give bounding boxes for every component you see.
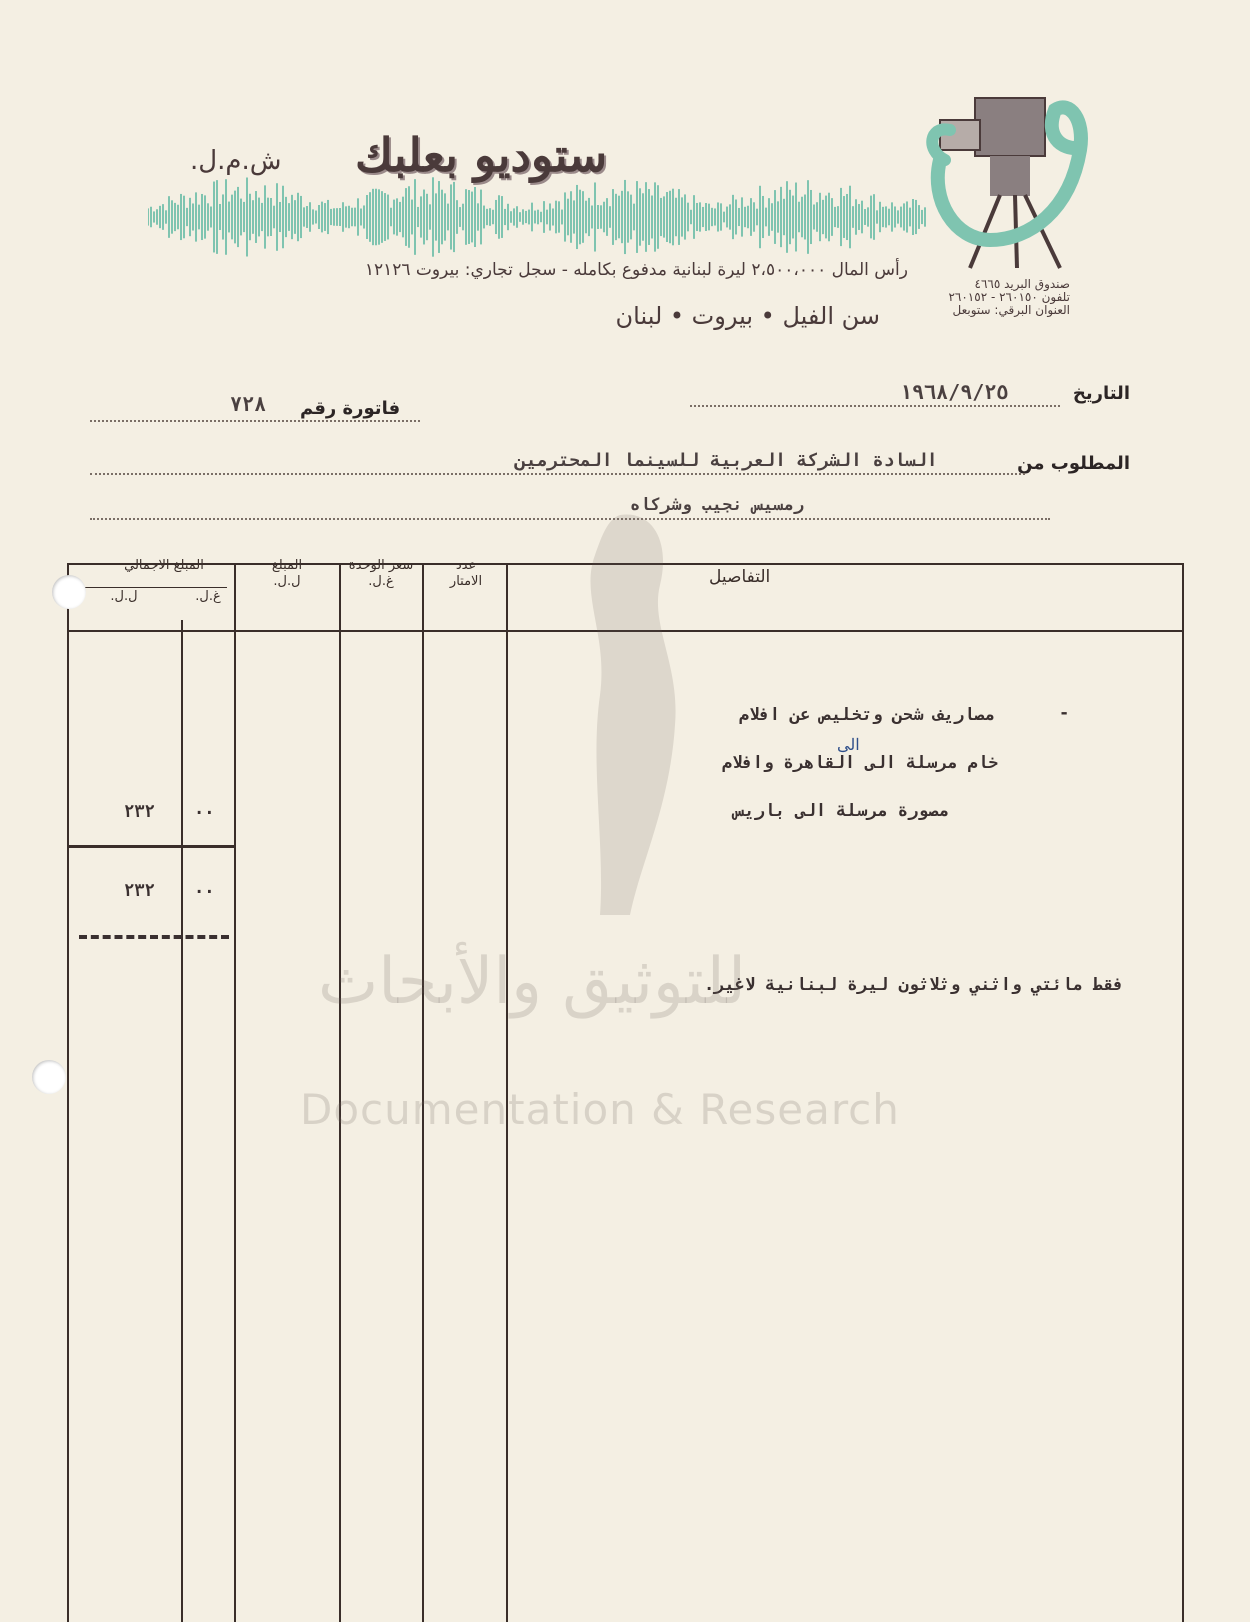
date-dotline — [690, 405, 1060, 407]
billed-to-label: المطلوب من — [1017, 453, 1130, 474]
contact-block — [940, 278, 1070, 317]
col-divider-total-subcols — [181, 620, 183, 1622]
header-total-pound: ل.ل. — [110, 589, 138, 604]
total-piaster-value: ٠٠ — [194, 802, 215, 822]
sound-wave-logo — [148, 172, 928, 262]
detail-line-1: مصاريف شحن وتخليص عن افلام — [739, 705, 995, 725]
grand-total-dashed-rule — [79, 935, 229, 939]
invoice-number-value: ٧٢٨ — [230, 392, 267, 416]
punch-hole-top — [52, 575, 86, 609]
billed-to-line-2: رمسيس نجيب وشركاه — [630, 495, 804, 515]
header-amount-line1: المبلغ — [271, 558, 303, 573]
header-amount-line2: ل.ل. — [273, 574, 301, 589]
company-name: ستوديو بعلبك — [355, 128, 608, 182]
watermark-text: Documentation & Research — [300, 1085, 900, 1134]
header-total-piaster: غ.ل. — [195, 589, 221, 604]
detail-line-3: مصورة مرسلة الى باريس — [734, 801, 949, 821]
header-unit-price — [341, 558, 421, 590]
header-unit-price-line2: غ.ل. — [368, 574, 394, 589]
col-divider-total-amount — [234, 565, 236, 1622]
total-subheader-rule — [77, 587, 227, 588]
header-meters-line1: عدد — [455, 558, 477, 573]
header-details: التفاصيل — [709, 567, 771, 587]
telegraph-address: العنوان البرقي: ستوبعل — [952, 303, 1070, 317]
phone-numbers: تلفون ٢٦٠١٥٠ - ٢٦٠١٥٢ — [948, 290, 1070, 304]
header-meters — [427, 558, 505, 590]
billed-to-dotline-1 — [90, 473, 1025, 475]
invoice-number-label: فاتورة رقم — [300, 398, 401, 419]
header-unit-price-line1: سعر الوحدة — [348, 558, 414, 573]
date-value: ١٩٦٨/٩/٢٥ — [900, 380, 1009, 404]
billed-to-line-1: السادة الشركة العربية للسينما المحترمين — [515, 450, 938, 471]
watermark-arabic: للتوثيق والأبحاث — [318, 945, 746, 1019]
grand-total-pound-value: ٢٣٢ — [124, 881, 155, 901]
date-label: التاريخ — [1072, 383, 1130, 404]
handwritten-correction: الى — [837, 735, 860, 754]
camera-logo-icon — [920, 90, 1095, 270]
capital-line: رأس المال ٢،٥٠٠،٠٠٠ ليرة لبنانية مدفوع بكامله - سجل تجاري: بيروت ١٢١٢٦ — [364, 260, 908, 280]
header-amount — [237, 558, 337, 590]
amount-in-words: فقط مائتي واثني وثلاثون ليرة لبنانية لاغير. — [704, 975, 1124, 995]
punch-hole-bottom — [32, 1060, 66, 1094]
total-pound-value: ٢٣٢ — [124, 802, 155, 822]
po-box: صندوق البريد ٤٦٦٥ — [974, 277, 1070, 291]
grand-total-piaster-value: ٠٠ — [194, 881, 215, 901]
header-meters-line2: الامتار — [449, 574, 483, 589]
watermark-figure — [560, 505, 710, 925]
company-type: ش.م.ل. — [190, 146, 282, 176]
invoice-number-dotline — [90, 420, 420, 422]
detail-dash: - — [1059, 703, 1070, 723]
header-total: المبلغ الاجمالي — [124, 558, 204, 573]
total-underline — [69, 845, 234, 848]
address-line: سن الفيل • بيروت • لبنان — [615, 302, 880, 330]
detail-line-2: خام مرسلة الى القاهرة وافلام — [722, 753, 999, 773]
